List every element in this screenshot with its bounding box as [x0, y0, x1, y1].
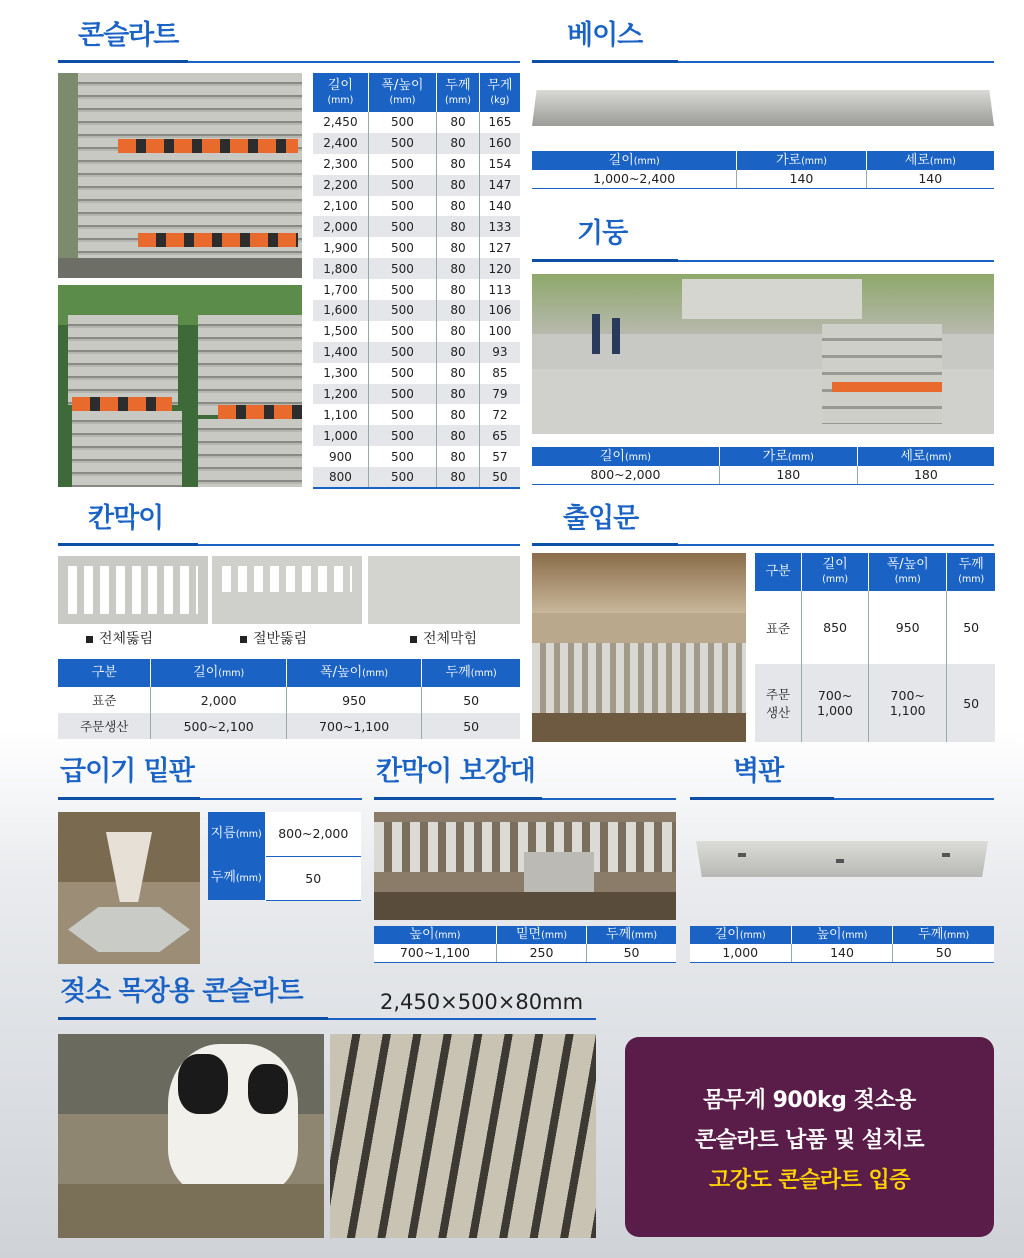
table-cell: 250 — [496, 944, 586, 962]
table-cell: 500 — [368, 321, 436, 342]
feeder-spec-table — [208, 812, 361, 901]
table-cell: 500 — [368, 196, 436, 217]
table-cell: 57 — [479, 446, 520, 467]
table-row — [690, 944, 994, 962]
table-cell: 140 — [479, 196, 520, 217]
title-rule — [542, 798, 676, 800]
table-row — [374, 944, 676, 962]
table-cell: 1,700 — [313, 279, 368, 300]
brace-photo — [374, 812, 676, 920]
table-cell: 50 — [422, 687, 520, 713]
partition-full-open-photo — [58, 556, 208, 624]
table-cell: 주문생산 — [58, 713, 151, 739]
header-length: 길이(mm) — [532, 151, 737, 170]
table-cell: 500 — [368, 384, 436, 405]
table-row — [58, 713, 520, 739]
table-cell: 1,500 — [313, 321, 368, 342]
table-cell: 500 — [368, 112, 436, 133]
header-width: 폭/높이(mm) — [286, 659, 421, 687]
table-cell: 1,800 — [313, 258, 368, 279]
table-cell: 80 — [437, 279, 480, 300]
table-cell: 2,450 — [313, 112, 368, 133]
table-cell: 500 — [368, 425, 436, 446]
header-weight: 무게 (kg) — [479, 73, 520, 112]
table-cell: 65 — [479, 425, 520, 446]
header-thickness: 두께(mm) — [587, 926, 676, 944]
title-underline — [690, 797, 834, 800]
table-cell: 500 — [368, 154, 436, 175]
table-row — [313, 258, 520, 279]
table-cell: 133 — [479, 216, 520, 237]
header-height: 세로(mm) — [857, 447, 994, 466]
table-cell: 80 — [437, 196, 480, 217]
table-cell: 800 — [313, 467, 368, 488]
title-underline — [532, 60, 678, 63]
table-cell: 950 — [286, 687, 421, 713]
table-cell: 1,000~2,400 — [532, 170, 737, 188]
table-cell: 80 — [437, 175, 480, 196]
header-height: 높이(mm) — [791, 926, 893, 944]
dairy-slat-floor-photo — [330, 1034, 596, 1238]
title-underline — [58, 60, 188, 63]
title-rule — [200, 798, 362, 800]
table-cell: 140 — [791, 944, 893, 962]
header-width: 폭/높이 (mm) — [869, 553, 947, 591]
slab-spec-table — [313, 73, 520, 489]
table-cell: 80 — [437, 384, 480, 405]
table-cell: 106 — [479, 300, 520, 321]
header-width: 가로(mm) — [719, 447, 857, 466]
wall-spec-table — [690, 926, 994, 963]
table-cell: 160 — [479, 133, 520, 154]
title-rule — [188, 61, 520, 63]
table-cell: 140 — [866, 170, 994, 188]
table-cell: 85 — [479, 363, 520, 384]
table-row — [313, 196, 520, 217]
section-title-brace: 칸막이 보강대 — [376, 756, 535, 787]
slab-stack-photo — [58, 73, 302, 278]
partition-spec-table — [58, 659, 520, 739]
section-title-slab: 콘슬라트 — [78, 20, 179, 51]
section-title-dairy: 젖소 목장용 콘슬라트 — [60, 976, 303, 1007]
table-cell: 700~ 1,100 — [869, 664, 947, 742]
table-cell: 1,000 — [313, 425, 368, 446]
table-cell: 500 — [368, 258, 436, 279]
table-cell: 700~1,100 — [286, 713, 421, 739]
table-cell: 147 — [479, 175, 520, 196]
title-underline — [58, 1017, 328, 1020]
table-row — [313, 321, 520, 342]
section-title-base: 베이스 — [567, 20, 643, 51]
title-rule — [678, 61, 994, 63]
table-cell: 165 — [479, 112, 520, 133]
table-row — [313, 237, 520, 258]
table-cell: 1,600 — [313, 300, 368, 321]
table-row — [313, 216, 520, 237]
brace-spec-table — [374, 926, 676, 963]
header-thickness: 두께(mm) — [893, 926, 994, 944]
table-row — [313, 404, 520, 425]
table-cell: 72 — [479, 404, 520, 425]
header-type: 구분 — [755, 553, 802, 591]
table-cell: 1,300 — [313, 363, 368, 384]
table-cell: 80 — [437, 112, 480, 133]
header-width: 가로(mm) — [737, 151, 866, 170]
table-cell: 700~1,100 — [374, 944, 496, 962]
table-cell: 500 — [368, 175, 436, 196]
base-beam-photo — [532, 84, 994, 132]
table-cell: 표준 — [58, 687, 151, 713]
table-cell: 2,000 — [313, 216, 368, 237]
slab-pallets-photo — [58, 285, 302, 487]
table-cell: 500 — [368, 279, 436, 300]
table-cell: 154 — [479, 154, 520, 175]
table-cell: 950 — [869, 591, 947, 664]
pillar-spec-table — [532, 447, 994, 485]
table-cell: 1,100 — [313, 404, 368, 425]
header-height: 높이(mm) — [374, 926, 496, 944]
table-cell: 700~ 1,000 — [802, 664, 869, 742]
partition-half-open-photo — [212, 556, 362, 624]
table-cell: 500 — [368, 446, 436, 467]
promo-box — [625, 1037, 994, 1237]
table-cell: 80 — [437, 467, 480, 488]
table-cell: 1,000 — [690, 944, 791, 962]
section-title-feeder: 급이기 밑판 — [60, 756, 194, 787]
table-cell: 50 — [422, 713, 520, 739]
table-row — [208, 812, 361, 856]
table-cell: 50 — [893, 944, 994, 962]
caption-half-open: 절반뚫림 — [240, 628, 307, 648]
title-underline — [532, 543, 678, 546]
header-height: 세로(mm) — [866, 151, 994, 170]
table-cell: 주문 생산 — [755, 664, 802, 742]
table-cell: 80 — [437, 446, 480, 467]
caption-closed: 전체막힘 — [410, 628, 477, 648]
table-row — [755, 664, 995, 742]
table-cell: 850 — [802, 591, 869, 664]
pillar-factory-photo — [532, 274, 994, 434]
section-title-gate: 출입문 — [563, 503, 639, 534]
header-thickness: 두께(mm) — [208, 856, 265, 900]
table-row — [313, 300, 520, 321]
title-rule — [834, 798, 994, 800]
header-length: 길이(mm) — [690, 926, 791, 944]
table-cell: 2,400 — [313, 133, 368, 154]
title-underline — [58, 543, 198, 546]
table-cell: 120 — [479, 258, 520, 279]
table-cell: 표준 — [755, 591, 802, 664]
table-cell: 80 — [437, 154, 480, 175]
table-row — [313, 446, 520, 467]
table-row — [313, 154, 520, 175]
table-cell: 1,900 — [313, 237, 368, 258]
table-cell: 113 — [479, 279, 520, 300]
table-cell: 80 — [437, 237, 480, 258]
table-row — [313, 425, 520, 446]
table-cell: 500 — [368, 342, 436, 363]
table-cell: 180 — [857, 466, 994, 484]
title-rule — [198, 544, 520, 546]
table-cell: 500 — [368, 133, 436, 154]
table-cell: 500 — [368, 467, 436, 488]
dairy-cow-photo — [58, 1034, 324, 1238]
table-cell: 80 — [437, 258, 480, 279]
table-cell: 50 — [479, 467, 520, 488]
title-underline — [58, 797, 200, 800]
table-row — [313, 175, 520, 196]
wall-panel-photo — [690, 835, 994, 883]
header-width: 폭/높이 (mm) — [368, 73, 436, 112]
table-cell: 127 — [479, 237, 520, 258]
section-title-wall: 벽판 — [733, 756, 784, 787]
header-thickness: 두께 (mm) — [947, 553, 995, 591]
table-row — [532, 466, 994, 484]
base-spec-table — [532, 151, 994, 189]
table-row — [208, 856, 361, 900]
table-cell: 80 — [437, 133, 480, 154]
table-cell: 2,200 — [313, 175, 368, 196]
header-length: 길이 (mm) — [313, 73, 368, 112]
table-cell: 180 — [719, 466, 857, 484]
header-thickness: 두께(mm) — [422, 659, 520, 687]
table-row — [313, 342, 520, 363]
table-cell: 500 — [368, 300, 436, 321]
table-row — [313, 133, 520, 154]
feeder-photo — [58, 812, 200, 964]
table-cell: 2,100 — [313, 196, 368, 217]
table-cell: 500 — [368, 216, 436, 237]
table-row — [313, 384, 520, 405]
header-length: 길이 (mm) — [802, 553, 869, 591]
header-length: 길이(mm) — [151, 659, 286, 687]
gate-spec-table — [755, 553, 995, 742]
table-cell: 1,200 — [313, 384, 368, 405]
table-cell: 80 — [437, 342, 480, 363]
table-cell: 500~2,100 — [151, 713, 286, 739]
promo-line-2: 콘슬라트 납품 및 설치로 — [695, 1128, 924, 1153]
table-cell: 800~2,000 — [532, 466, 719, 484]
table-cell: 50 — [947, 664, 995, 742]
table-cell: 80 — [437, 216, 480, 237]
table-cell: 100 — [479, 321, 520, 342]
table-cell: 2,000 — [151, 687, 286, 713]
table-row — [755, 591, 995, 664]
table-cell: 900 — [313, 446, 368, 467]
table-row — [58, 687, 520, 713]
caption-full-open: 전체뚫림 — [86, 628, 153, 648]
header-thickness: 두께 (mm) — [437, 73, 480, 112]
table-cell: 140 — [737, 170, 866, 188]
header-diameter: 지름(mm) — [208, 812, 265, 856]
table-cell: 80 — [437, 321, 480, 342]
partition-closed-photo — [368, 556, 520, 624]
title-rule — [678, 544, 994, 546]
table-cell: 50 — [265, 856, 361, 900]
table-row — [313, 467, 520, 488]
table-cell: 80 — [437, 404, 480, 425]
table-row — [532, 170, 994, 188]
title-rule — [678, 260, 994, 262]
table-cell: 80 — [437, 300, 480, 321]
section-title-partition: 칸막이 — [88, 503, 164, 534]
dairy-size-label: 2,450×500×80mm — [380, 990, 584, 1014]
promo-line-1: 몸무게 900kg 젖소용 — [703, 1088, 916, 1113]
table-cell: 50 — [947, 591, 995, 664]
table-cell: 93 — [479, 342, 520, 363]
table-cell: 2,300 — [313, 154, 368, 175]
table-row — [313, 363, 520, 384]
table-row — [313, 112, 520, 133]
section-title-pillar: 기둥 — [577, 218, 628, 249]
table-cell: 79 — [479, 384, 520, 405]
gate-barn-photo — [532, 553, 746, 742]
table-cell: 500 — [368, 237, 436, 258]
table-cell: 1,400 — [313, 342, 368, 363]
title-rule — [328, 1018, 596, 1020]
table-cell: 80 — [437, 363, 480, 384]
header-base: 밑면(mm) — [496, 926, 586, 944]
table-cell: 800~2,000 — [265, 812, 361, 856]
table-cell: 50 — [587, 944, 676, 962]
table-row — [313, 279, 520, 300]
table-cell: 500 — [368, 404, 436, 425]
promo-line-3: 고강도 콘슬라트 입증 — [708, 1168, 911, 1193]
table-cell: 80 — [437, 425, 480, 446]
title-underline — [374, 797, 542, 800]
title-underline — [532, 259, 678, 262]
header-type: 구분 — [58, 659, 151, 687]
table-cell: 500 — [368, 363, 436, 384]
header-length: 길이(mm) — [532, 447, 719, 466]
